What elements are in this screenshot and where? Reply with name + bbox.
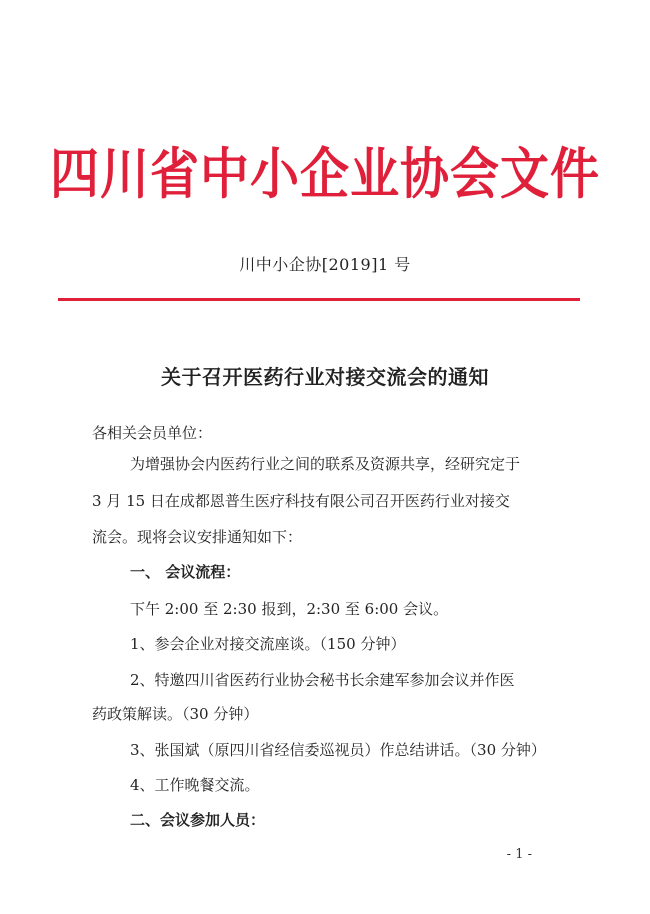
- agenda-item-4: 4、工作晚餐交流。: [130, 776, 260, 794]
- document-header-title: 四川省中小企业协会文件: [49, 142, 600, 207]
- section-2-heading: 二、会议参加人员：: [130, 811, 266, 829]
- intro-line-1: 为增强协会内医药行业之间的联系及资源共享，经研究定于: [130, 455, 521, 473]
- notice-title: 关于召开医药行业对接交流会的通知: [161, 365, 489, 389]
- intro-line-3: 流会。现将会议安排通知如下：: [92, 528, 303, 546]
- agenda-item-3: 3、张国斌（原四川省经信委巡视员）作总结讲话。（30 分钟）: [130, 741, 546, 759]
- agenda-item-2-line-2: 药政策解读。（30 分钟）: [92, 705, 259, 723]
- agenda-item-1: 1、参会企业对接交流座谈。（150 分钟）: [130, 635, 406, 653]
- section-1-heading: 一、 会议流程：: [130, 563, 241, 581]
- page-number: - 1 -: [506, 847, 532, 862]
- schedule-line: 下午 2:00 至 2:30 报到，2:30 至 6:00 会议。: [130, 600, 449, 618]
- agenda-item-2-line-1: 2、特邀四川省医药行业协会秘书长余建军参加会议并作医: [130, 671, 515, 689]
- header-red-divider: [58, 298, 580, 301]
- salutation: 各相关会员单位：: [92, 424, 213, 442]
- intro-line-2: 3 月 15 日在成都恩普生医疗科技有限公司召开医药行业对接交: [92, 492, 510, 510]
- document-number: 川中小企协[2019]1 号: [239, 255, 411, 274]
